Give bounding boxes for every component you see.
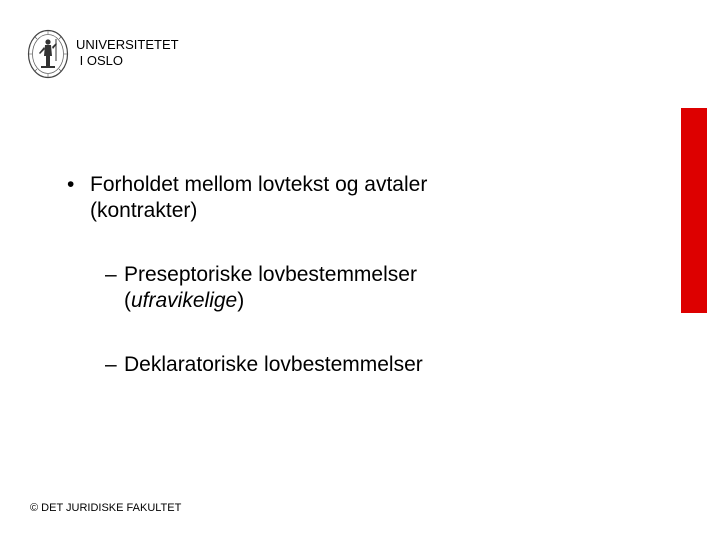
- dash-marker: –: [105, 263, 117, 286]
- accent-bar: [681, 108, 707, 313]
- main-bullet: [64, 172, 664, 224]
- institution-line-1: UNIVERSITETET: [76, 37, 179, 52]
- bullet-marker: •: [67, 173, 75, 196]
- university-seal-icon: [27, 29, 69, 79]
- sub-bullet-deklaratoriske: [102, 352, 664, 378]
- sub-bullet-1-line-1: Preseptoriske lovbestemmelser: [124, 263, 417, 286]
- slide-content: [64, 172, 664, 378]
- sub-bullet-preseptoriske: [102, 262, 664, 314]
- footer-copyright: © DET JURIDISKE FAKULTET: [30, 502, 182, 514]
- sub-bullet-1-line-2: [124, 288, 664, 314]
- main-bullet-line-2: (kontrakter): [90, 199, 198, 222]
- institution-line-2: I OSLO: [76, 53, 123, 68]
- main-bullet-line-1: Forholdet mellom lovtekst og avtaler: [90, 173, 428, 196]
- paren-open: (: [124, 289, 131, 312]
- institution-name: [76, 37, 179, 69]
- sub-bullet-2-line-1: Deklaratoriske lovbestemmelser: [124, 353, 423, 376]
- italic-term: ufravikelige: [131, 289, 238, 312]
- paren-close: ): [237, 289, 245, 312]
- dash-marker: –: [105, 353, 117, 376]
